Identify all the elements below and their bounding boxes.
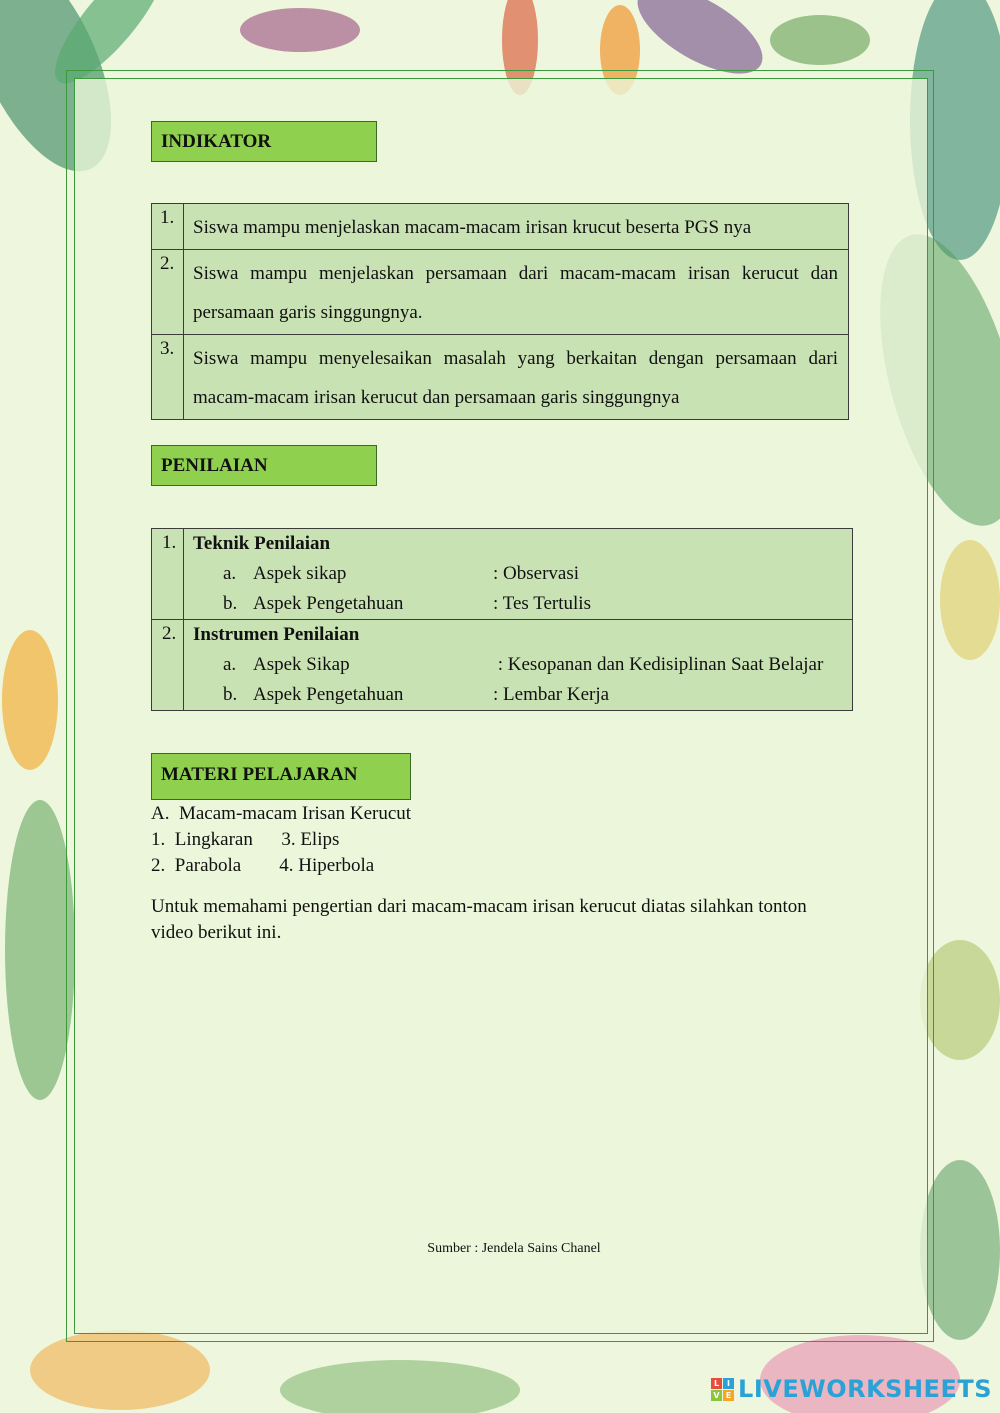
penilaian-table (151, 528, 853, 711)
logo-text: LIVEWORKSHEETS (738, 1375, 992, 1403)
group-title: Instrumen Penilaian (193, 624, 360, 645)
item-letter: b. (223, 684, 238, 705)
indikator-table (151, 203, 849, 420)
row-text: Siswa mampu menjelaskan macam-macam irisan krucut beserta PGS nya (184, 204, 849, 250)
table-row (152, 529, 853, 620)
table-row (152, 204, 849, 250)
row-number: 3. (152, 335, 184, 420)
source-caption: Sumber : Jendela Sains Chanel (427, 1241, 601, 1256)
list-item (193, 559, 844, 589)
item-key: Aspek sikap (253, 563, 347, 584)
item-key: Aspek Sikap (253, 654, 350, 675)
item-value: : Lembar Kerja (493, 684, 610, 705)
logo-letter: E (723, 1390, 734, 1401)
penilaian-heading: PENILAIAN (151, 445, 377, 486)
list-item (193, 650, 844, 680)
indikator-heading: INDIKATOR (151, 121, 377, 162)
materi-list-row: 2. Parabola 4. Hiperbola (151, 855, 375, 876)
item-letter: b. (223, 593, 238, 614)
row-number: 1. (152, 529, 184, 620)
table-row (152, 335, 849, 420)
item-letter: a. (223, 563, 237, 584)
group-cell (184, 529, 853, 620)
row-number: 2. (152, 620, 184, 711)
materi-subtitle: A. Macam-macam Irisan Kerucut (151, 803, 412, 824)
item-key: Aspek Pengetahuan (253, 593, 404, 614)
materi-list-row: 1. Lingkaran 3. Elips (151, 829, 340, 850)
group-cell (184, 620, 853, 711)
item-key: Aspek Pengetahuan (253, 684, 404, 705)
table-row (152, 620, 853, 711)
row-number: 1. (152, 204, 184, 250)
list-item (193, 589, 844, 619)
logo-letter: I (723, 1378, 734, 1389)
materi-paragraph: Untuk memahami pengertian dari macam-macam irisan kerucut diatas silahkan tonton video berikut ini. (151, 896, 807, 943)
logo-letter: L (711, 1378, 722, 1389)
logo-letter: V (711, 1390, 722, 1401)
row-text: Siswa mampu menyelesaikan masalah yang berkaitan dengan persamaan dari macam-macam irisan kerucut dan persamaan garis singgungnya (184, 335, 849, 420)
table-row (152, 250, 849, 335)
list-item (193, 680, 844, 710)
item-value: : Tes Tertulis (493, 593, 591, 614)
item-value: : Observasi (493, 563, 580, 584)
row-number: 2. (152, 250, 184, 335)
item-value: : Kesopanan dan Kedisiplinan Saat Belajar (493, 654, 824, 675)
materi-heading: MATERI PELAJARAN (151, 753, 411, 800)
liveworksheets-logo (711, 1373, 992, 1405)
item-letter: a. (223, 654, 237, 675)
group-title: Teknik Penilaian (193, 533, 331, 554)
logo-mark-icon (711, 1378, 734, 1401)
row-text: Siswa mampu menjelaskan persamaan dari macam-macam irisan kerucut dan persamaan garis singgungnya. (184, 250, 849, 335)
